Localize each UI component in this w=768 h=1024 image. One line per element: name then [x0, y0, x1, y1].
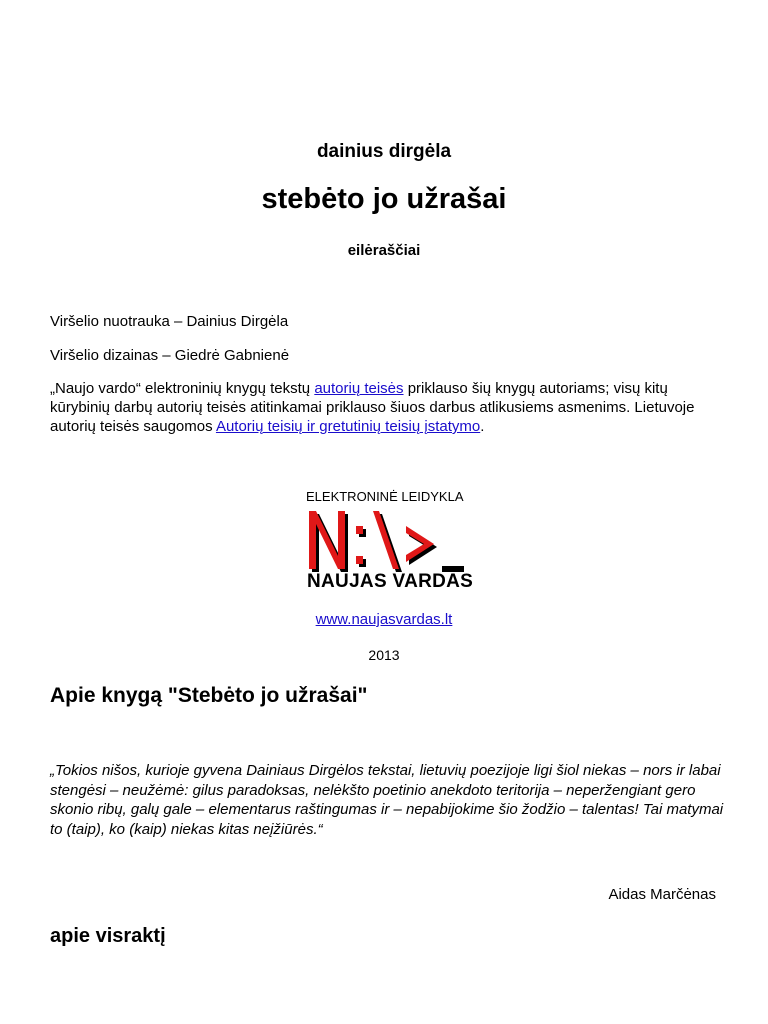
- next-section-heading: apie visraktį: [50, 925, 166, 947]
- copyright-text-2: priklauso šių knygų autoriams; visų kitų kūrybinių darbų autorių teisės atitinkamai priklauso šiuos darbus atlikusiems asmenims. Lietuvoje autorių teisės saugomos: [50, 380, 695, 435]
- publisher-logo: [306, 507, 466, 575]
- publisher-label: ELEKTRONINĖ LEIDYKLA: [306, 489, 464, 504]
- logo-text: N:\>_: [306, 507, 309, 508]
- copyright-text-1: „Naujo vardo“ elektroninių knygų tekstų: [50, 380, 315, 397]
- copyright-text-3: .: [480, 418, 485, 435]
- copyright-link[interactable]: autorių teisės: [314, 380, 404, 397]
- book-genre: eilėraščiai: [347, 242, 421, 259]
- copyright-law-link[interactable]: Autorių teisių ir gretutinių teisių įstatymo: [215, 418, 481, 435]
- website-link[interactable]: www.naujasvardas.lt: [315, 611, 453, 628]
- quote-author: Aidas Marčėnas: [608, 886, 716, 903]
- book-title: stebėto jo užrašai: [261, 183, 507, 215]
- publisher-name: NAUJAS VARDAS: [307, 571, 474, 592]
- review-quote: „Tokios nišos, kurioje gyvena Dainiaus Dirgėlos tekstai, lietuvių poezijoje ligi šiol niekas – nors ir labai stengėsi – neužėmė: gilus paradoksas, nelėkšto poetinio anekdoto teritorija – neperžengiant gero skonio ribų, galų gale – elementarus raštingumas ir – nepabijokime šio žodžio – talentas! Tai matymai to (taip), ko (kaip) niekas kitas neįžiūrės.“: [50, 762, 724, 838]
- about-heading: Apie knygą "Stebėto jo užrašai": [50, 684, 368, 707]
- cover-photo-credit: Viršelio nuotrauka – Dainius Dirgėla: [50, 313, 289, 330]
- cover-design-credit: Viršelio dizainas – Giedrė Gabnienė: [50, 347, 290, 364]
- copyright-notice: [50, 379, 730, 436]
- book-author: dainius dirgėla: [316, 141, 452, 162]
- publication-year: 2013: [368, 647, 400, 663]
- website-line: [0, 611, 768, 628]
